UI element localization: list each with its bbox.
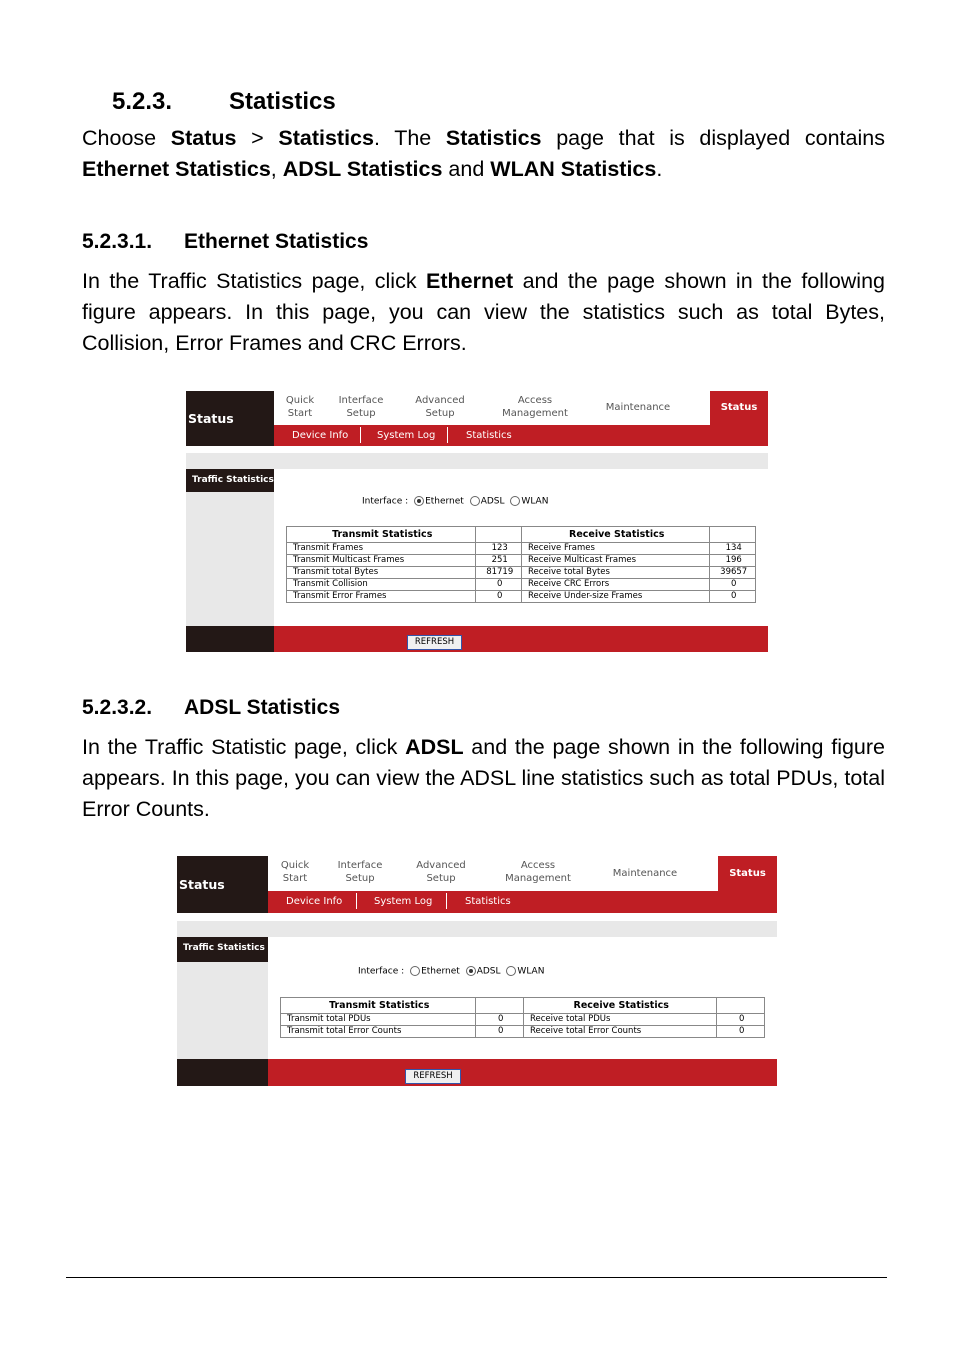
stat-label: Receive total Error Counts: [524, 1026, 717, 1038]
stat-value: 0: [476, 1014, 524, 1026]
radio-wlan[interactable]: [506, 966, 516, 976]
bottom-dark: [186, 626, 274, 652]
gray-bar: [177, 921, 777, 937]
side-label: Traffic Statistics: [177, 937, 268, 962]
bottom-bar: [274, 626, 768, 652]
side-panel: [177, 962, 268, 1059]
adsl-stats-table: [280, 997, 765, 1038]
interface-selector: Interface : Ethernet ADSL WLAN: [362, 496, 549, 507]
sub-separator: [446, 893, 447, 909]
intro-paragraph: Choose Status > Statistics. The Statistics page that is displayed contains Ethernet Statistics, ADSL Statistics and WLAN Statistics.: [82, 126, 885, 181]
nav-maintenance[interactable]: Maintenance: [605, 402, 671, 413]
stat-label: Transmit Multicast Frames: [287, 555, 476, 567]
adsl-screenshot: [177, 856, 777, 1086]
nav-interface-setup[interactable]: Interface Setup: [338, 395, 384, 419]
side-label: Traffic Statistics: [186, 469, 274, 492]
stat-value: 0: [717, 1014, 765, 1026]
sub-statistics[interactable]: Statistics: [465, 896, 511, 907]
sub-device-info[interactable]: Device Info: [292, 430, 349, 441]
bottom-dark: [177, 1059, 268, 1086]
sub-system-log[interactable]: System Log: [374, 896, 433, 907]
radio-adsl[interactable]: [466, 966, 476, 976]
table-row: [287, 567, 756, 579]
section-heading: [112, 88, 336, 116]
stat-value: 81719: [476, 567, 522, 579]
stat-label: Receive total Bytes: [522, 567, 710, 579]
brand-panel: Status: [177, 856, 268, 913]
sub-nav: [268, 891, 777, 913]
stat-label: Transmit total Bytes: [287, 567, 476, 579]
radio-adsl[interactable]: [470, 496, 480, 506]
nav-status[interactable]: Status: [710, 391, 768, 425]
section-number: 5.2.3.: [112, 88, 173, 115]
nav-advanced-setup[interactable]: Advanced Setup: [416, 860, 466, 884]
sub-separator: [356, 893, 357, 909]
section-title: Statistics: [229, 88, 336, 115]
stat-label: Receive Frames: [522, 543, 710, 555]
ethernet-screenshot: [186, 391, 768, 652]
table-row: [287, 579, 756, 591]
table-row: [281, 1026, 765, 1038]
nav-advanced-setup[interactable]: Advanced Setup: [415, 395, 465, 419]
sub-nav: [274, 425, 768, 446]
nav-quick-start[interactable]: Quick Start: [280, 860, 310, 884]
nav-maintenance[interactable]: Maintenance: [612, 868, 678, 879]
footer-rule: [66, 1277, 887, 1278]
eth-number: 5.2.3.1.: [82, 230, 153, 253]
stat-value: 134: [710, 543, 756, 555]
refresh-button[interactable]: REFRESH: [407, 635, 462, 650]
sub-device-info[interactable]: Device Info: [286, 896, 343, 907]
stat-label: Receive total PDUs: [524, 1014, 717, 1026]
sub-separator: [447, 427, 448, 443]
eth-paragraph: In the Traffic Statistics page, click Ethernet and the page shown in the following figure appears. In this page, you can view the statistics such as total Bytes, Collision, Error Frames and CRC Errors.: [82, 269, 885, 355]
stat-label: Transmit Frames: [287, 543, 476, 555]
bottom-bar: [268, 1059, 777, 1086]
stat-label: Transmit total PDUs: [281, 1014, 476, 1026]
stat-label: Receive Multicast Frames: [522, 555, 710, 567]
table-row: [287, 591, 756, 603]
table-header: Transmit Statistics Receive Statistics: [281, 998, 765, 1014]
top-nav: [274, 391, 710, 425]
top-nav: [268, 856, 718, 890]
sub-statistics[interactable]: Statistics: [466, 430, 512, 441]
adsl-heading: [82, 696, 340, 720]
stat-value: 0: [476, 1026, 524, 1038]
stat-label: Transmit Error Frames: [287, 591, 476, 603]
stat-value: 0: [476, 591, 522, 603]
table-row: [287, 543, 756, 555]
sub-separator: [360, 427, 361, 443]
stat-value: 0: [710, 579, 756, 591]
stat-value: 0: [710, 591, 756, 603]
nav-status[interactable]: Status: [718, 856, 777, 891]
adsl-paragraph: In the Traffic Statistic page, click ADSL and the page shown in the following figure appears. In this page, you can view the ADSL line statistics such as total PDUs, total Error Counts.: [82, 735, 886, 821]
stat-value: 196: [710, 555, 756, 567]
interface-selector: Interface : Ethernet ADSL WLAN: [358, 966, 545, 977]
refresh-button[interactable]: REFRESH: [405, 1069, 461, 1084]
stat-label: Receive CRC Errors: [522, 579, 710, 591]
table-header: Transmit Statistics Receive Statistics: [287, 527, 756, 543]
nav-quick-start[interactable]: Quick Start: [285, 395, 315, 419]
gray-bar: [186, 453, 768, 469]
stat-label: Transmit Collision: [287, 579, 476, 591]
adsl-number: 5.2.3.2.: [82, 696, 153, 719]
radio-ethernet[interactable]: [414, 496, 424, 506]
stat-label: Transmit total Error Counts: [281, 1026, 476, 1038]
stat-value: 0: [476, 579, 522, 591]
radio-wlan[interactable]: [510, 496, 520, 506]
stat-value: 251: [476, 555, 522, 567]
stat-value: 39657: [710, 567, 756, 579]
adsl-title: ADSL Statistics: [184, 696, 340, 719]
stat-value: 0: [717, 1026, 765, 1038]
brand-panel: Status: [186, 391, 274, 446]
eth-heading: [82, 230, 369, 254]
stat-value: 123: [476, 543, 522, 555]
ethernet-stats-table: [286, 526, 756, 603]
table-row: [287, 555, 756, 567]
side-panel: [186, 492, 274, 626]
radio-ethernet[interactable]: [410, 966, 420, 976]
nav-interface-setup[interactable]: Interface Setup: [337, 860, 383, 884]
stat-label: Receive Under-size Frames: [522, 591, 710, 603]
sub-system-log[interactable]: System Log: [377, 430, 436, 441]
eth-title: Ethernet Statistics: [184, 230, 369, 253]
table-row: [281, 1014, 765, 1026]
nav-access-management[interactable]: Access Management: [505, 860, 571, 884]
nav-access-management[interactable]: Access Management: [502, 395, 568, 419]
